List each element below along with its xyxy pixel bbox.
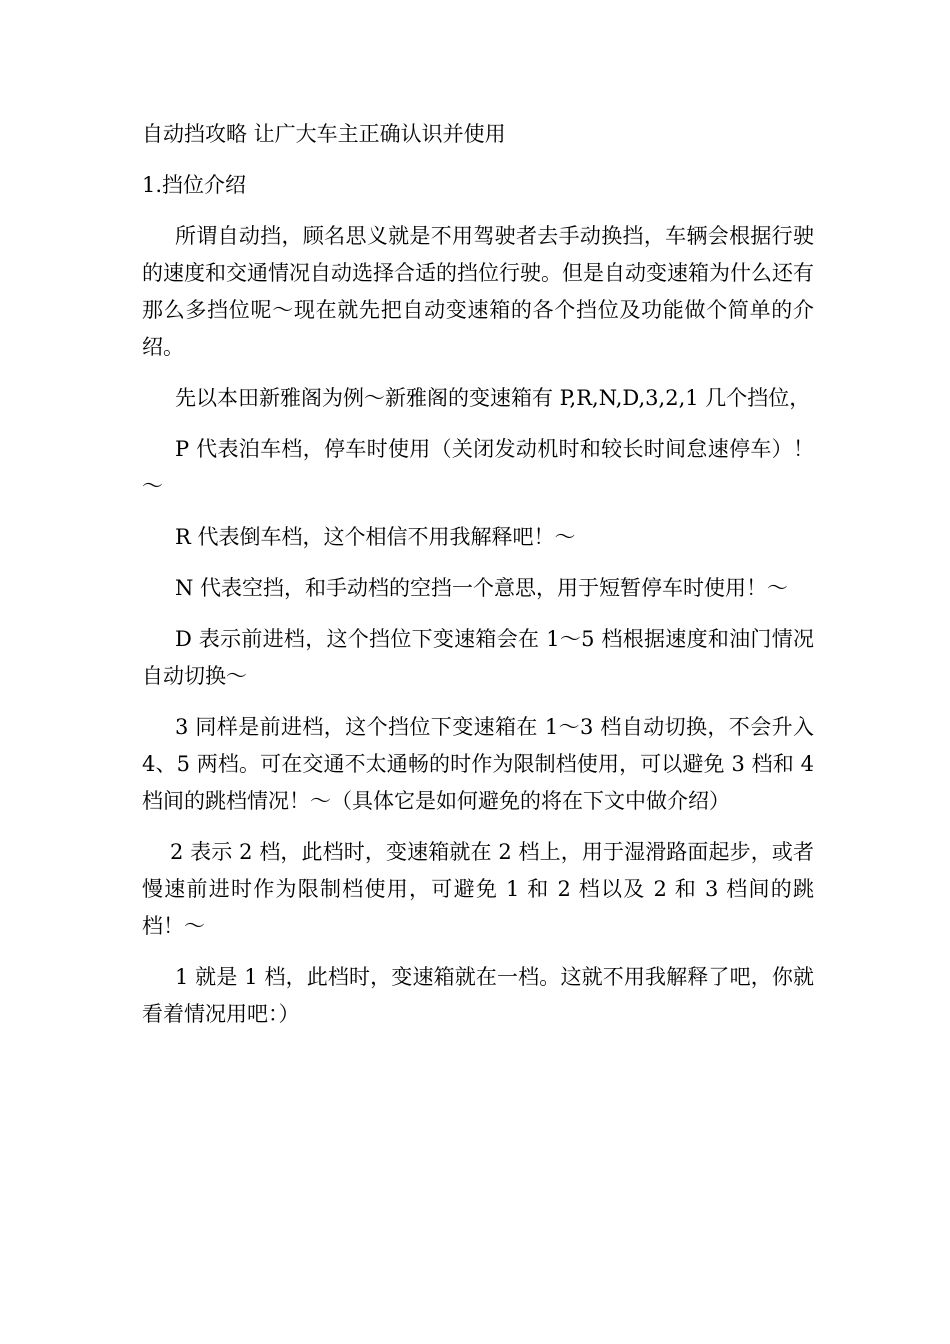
paragraph-gear-2: 2 表示 2 档，此档时，变速箱就在 2 档上，用于湿滑路面起步，或者慢速前进时作为限制档使用，可避免 1 和 2 档以及 2 和 3 档间的跳档！～ xyxy=(142,840,814,938)
paragraph-gear-3: 3 同样是前进档，这个挡位下变速箱在 1～3 档自动切换，不会升入 4、5 两档。可在交通不太通畅的时作为限制档使用，可以避免 3 档和 4 档间的跳档情况！～（具体它是如何避免的将在下文中做介绍） xyxy=(142,715,814,813)
paragraph-gear-r: R 代表倒车档，这个相信不用我解释吧！～ xyxy=(175,525,576,549)
paragraph-intro: 所谓自动挡，顾名思义就是不用驾驶者去手动换挡，车辆会根据行驶的速度和交通情况自动选择合适的挡位行驶。但是自动变速箱为什么还有那么多挡位呢～现在就先把自动变速箱的各个挡位及功能做个简单的介绍。 xyxy=(142,224,814,359)
paragraph-gear-d: D 表示前进档，这个挡位下变速箱会在 1～5 档根据速度和油门情况自动切换～ xyxy=(142,627,814,688)
paragraph-accord-example: 先以本田新雅阁为例～新雅阁的变速箱有 P,R,N,D,3,2,1 几个挡位， xyxy=(175,386,811,410)
document-body xyxy=(142,116,814,1047)
paragraph-gear-p: P 代表泊车档，停车时使用（关闭发动机时和较长时间怠速停车）！～ xyxy=(142,437,814,498)
paragraph-gear-n: N 代表空挡，和手动档的空挡一个意思，用于短暂停车时使用！～ xyxy=(175,576,789,600)
document-title: 自动挡攻略 让广大车主正确认识并使用 xyxy=(142,122,506,146)
section-heading: 1.挡位介绍 xyxy=(142,173,247,197)
paragraph-gear-1: 1 就是 1 档，此档时，变速箱就在一档。这就不用我解释了吧，你就看着情况用吧：） xyxy=(142,965,814,1026)
